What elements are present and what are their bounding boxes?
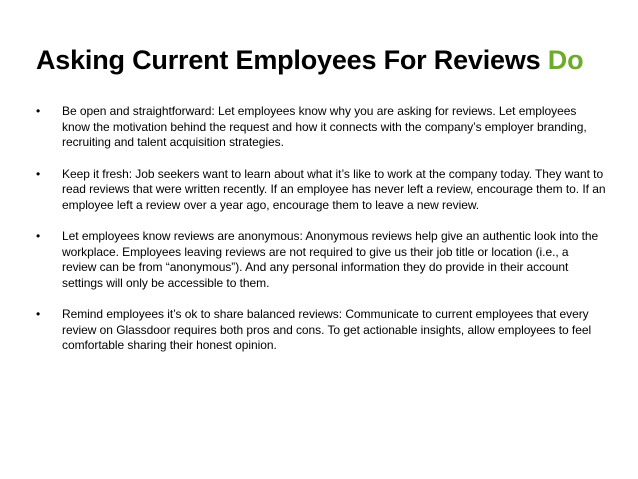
bullet-text-1: Be open and straightforward: Let employees know why you are asking for reviews. Let employees know the motivation behind the request and how it connects with the company’s employer branding, recruiting and talent acquisition strategies. [62,104,587,149]
bullet-item-2 [36,167,606,214]
bullet-text-3: Let employees know reviews are anonymous: Anonymous reviews help give an authentic look into the workplace. Employees leaving reviews are not required to give us their job title or location (i.e., a review can be from “anonymous”). And any personal information they do provide in their account settings will only be accessible to them. [62,229,599,290]
bullet-item-1 [36,104,606,151]
bullet-text-4: Remind employees it’s ok to share balanced reviews: Communicate to current employees that every review on Glassdoor requires both pros and cons. To get actionable insights, allow employees to feel comfortable sharing their honest opinion. [62,307,592,352]
bullet-item-3 [36,229,606,291]
bullet-dot: • [36,104,41,118]
bullet-list [36,104,606,370]
bullet-text-2: Keep it fresh: Job seekers want to learn about what it’s like to work at the company today. They want to read reviews that were written recently. If an employee has never left a review, encourage them to. If an employee left a review over a year ago, encourage them to leave a new review. [62,166,606,212]
bullet-dot: • [36,166,41,181]
bullet-dot: • [36,229,41,243]
slide-title-main: Asking Current Employees For Reviews [36,45,541,75]
bullet-item-4 [36,307,606,354]
bullet-dot: • [36,307,41,321]
slide-title-accent: Do [547,45,584,75]
slide-title [36,40,626,80]
